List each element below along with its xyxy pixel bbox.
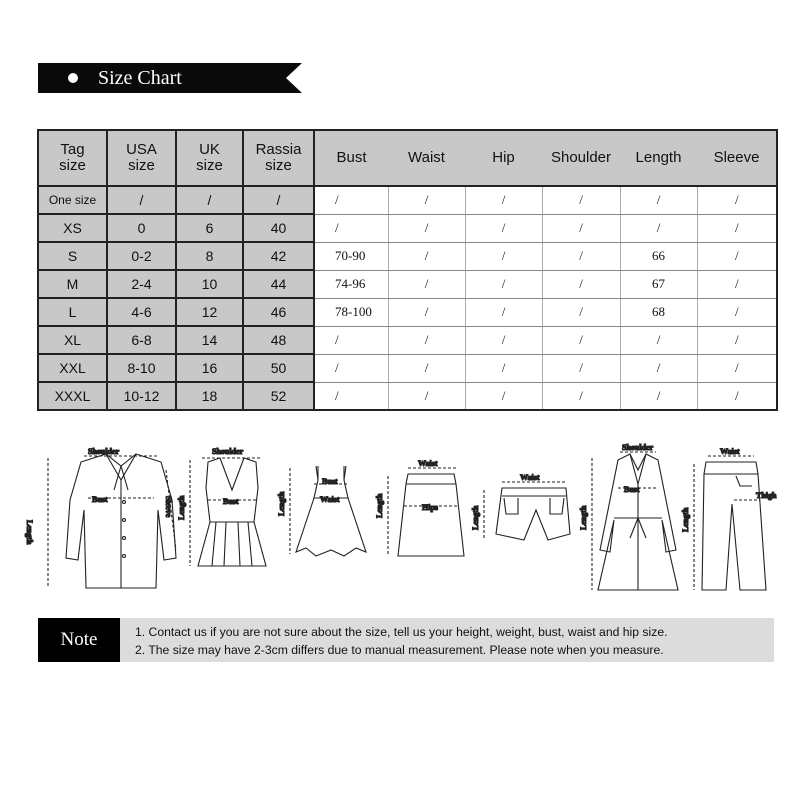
table-cell: / [697, 326, 777, 354]
skirt-waist-label: Waist [418, 459, 438, 468]
col-header-rassia-size: Rassia size [243, 130, 314, 186]
table-row [38, 326, 777, 354]
table-cell: / [620, 186, 697, 214]
table-cell: / [620, 214, 697, 242]
table-cell: / [314, 382, 388, 410]
table-cell: / [388, 326, 465, 354]
table-cell: / [465, 270, 542, 298]
coat-shoulder-label: Shoulder [622, 443, 654, 452]
note-line-2: 2. The size may have 2-3cm differs due to manual measurement. Please note when you measure. [135, 643, 664, 657]
table-cell: / [542, 354, 620, 382]
table-cell: / [465, 298, 542, 326]
table-cell: M [38, 270, 107, 298]
table-cell: 44 [243, 270, 314, 298]
table-cell: / [388, 270, 465, 298]
tank-bust-label: Bust [223, 497, 239, 506]
coat-bust-label: Bust [624, 485, 640, 494]
table-cell: / [107, 186, 176, 214]
table-cell: / [388, 298, 465, 326]
table-cell: / [697, 242, 777, 270]
table-cell: / [465, 382, 542, 410]
pants-diagram [681, 447, 777, 590]
table-cell: 50 [243, 354, 314, 382]
note-label: Note [38, 618, 120, 662]
table-cell: / [388, 214, 465, 242]
table-cell: L [38, 298, 107, 326]
table-row [38, 186, 777, 214]
table-header-row [38, 130, 777, 186]
col-header-tag-size: Tag size [38, 130, 107, 186]
table-cell: / [388, 242, 465, 270]
table-row [38, 382, 777, 410]
table-cell: / [620, 382, 697, 410]
table-cell: / [314, 326, 388, 354]
dress-length-label: Length [277, 491, 286, 516]
table-cell: One size [38, 186, 107, 214]
table-cell: / [314, 214, 388, 242]
table-cell: 16 [176, 354, 243, 382]
table-cell: / [465, 242, 542, 270]
dress-waist-label: Waist [320, 495, 340, 504]
table-cell: / [697, 270, 777, 298]
table-cell: XL [38, 326, 107, 354]
col-header-sleeve: Sleeve [697, 130, 777, 186]
table-cell: 12 [176, 298, 243, 326]
table-cell: / [388, 354, 465, 382]
table-cell: / [465, 214, 542, 242]
table-cell: / [542, 186, 620, 214]
shorts-diagram [471, 473, 570, 540]
table-cell: 78-100 [314, 298, 388, 326]
table-cell: 68 [620, 298, 697, 326]
table-cell: / [542, 326, 620, 354]
table-cell: 6 [176, 214, 243, 242]
table-cell: / [542, 214, 620, 242]
table-cell: / [697, 186, 777, 214]
dress-diagram [277, 466, 366, 556]
skirt-hips-label: Hips [422, 503, 439, 512]
col-header-waist: Waist [388, 130, 465, 186]
table-row [38, 270, 777, 298]
col-header-shoulder: Shoulder [542, 130, 620, 186]
shirt-bust-label: Bust [92, 495, 108, 504]
table-cell: / [542, 242, 620, 270]
table-cell: 10 [176, 270, 243, 298]
table-cell: S [38, 242, 107, 270]
table-cell: / [697, 214, 777, 242]
col-header-bust: Bust [314, 130, 388, 186]
coat-length-label: Length [579, 505, 588, 530]
table-cell: 66 [620, 242, 697, 270]
tank-top-diagram [177, 447, 266, 566]
table-cell: 70-90 [314, 242, 388, 270]
table-cell: 42 [243, 242, 314, 270]
table-cell: 74-96 [314, 270, 388, 298]
pants-thigh-label: Thigh [756, 491, 777, 500]
table-cell: 4-6 [107, 298, 176, 326]
table-cell: / [465, 186, 542, 214]
col-header-uk-size: UK size [176, 130, 243, 186]
table-cell: XXXL [38, 382, 107, 410]
table-cell: / [465, 326, 542, 354]
table-cell: 14 [176, 326, 243, 354]
table-cell: / [542, 298, 620, 326]
col-header-hip: Hip [465, 130, 542, 186]
bullet-icon [68, 73, 78, 83]
table-cell: / [176, 186, 243, 214]
table-cell: XXL [38, 354, 107, 382]
note-line-1: 1. Contact us if you are not sure about the size, tell us your height, weight, bust, waist and hip size. [135, 625, 668, 639]
table-cell: 67 [620, 270, 697, 298]
table-cell: XS [38, 214, 107, 242]
table-cell: 2-4 [107, 270, 176, 298]
coat-diagram [579, 443, 678, 590]
col-header-length: Length [620, 130, 697, 186]
table-row [38, 242, 777, 270]
table-cell: / [620, 354, 697, 382]
table-cell: 8 [176, 242, 243, 270]
table-cell: / [314, 354, 388, 382]
dress-bust-label: Bust [322, 477, 338, 486]
table-cell: / [314, 186, 388, 214]
note-text [135, 623, 667, 659]
table-cell: / [388, 382, 465, 410]
table-cell: 8-10 [107, 354, 176, 382]
table-cell: 46 [243, 298, 314, 326]
shirt-diagram [25, 447, 176, 588]
table-cell: / [542, 382, 620, 410]
tank-length-label: Length [177, 495, 186, 520]
skirt-length-label: Length [375, 493, 384, 518]
table-cell: / [697, 354, 777, 382]
table-cell: 6-8 [107, 326, 176, 354]
table-cell: 52 [243, 382, 314, 410]
page-title: Size Chart [98, 67, 182, 89]
table-cell: / [465, 354, 542, 382]
table-cell: 18 [176, 382, 243, 410]
table-cell: / [620, 326, 697, 354]
size-table [37, 129, 778, 411]
shirt-sleeve-label: Sleeve [164, 496, 173, 518]
table-cell: / [243, 186, 314, 214]
table-cell: 48 [243, 326, 314, 354]
shirt-shoulder-label: Shoulder [88, 447, 120, 456]
garment-diagrams [26, 440, 786, 605]
table-cell: 0-2 [107, 242, 176, 270]
shorts-waist-label: Waist [520, 473, 540, 482]
note-bar [38, 618, 774, 662]
table-cell: 10-12 [107, 382, 176, 410]
table-cell: / [388, 186, 465, 214]
table-cell: 40 [243, 214, 314, 242]
table-cell: / [697, 382, 777, 410]
size-chart-header [38, 63, 302, 93]
pants-waist-label: Waist [720, 447, 740, 456]
skirt-diagram [375, 459, 464, 556]
pants-length-label: Length [681, 507, 690, 532]
table-row [38, 298, 777, 326]
table-cell: 0 [107, 214, 176, 242]
table-cell: / [542, 270, 620, 298]
col-header-usa-size: USA size [107, 130, 176, 186]
table-row [38, 214, 777, 242]
tank-shoulder-label: Shoulder [212, 447, 244, 456]
table-row [38, 354, 777, 382]
shirt-length-label: Length [25, 520, 34, 545]
table-cell: / [697, 298, 777, 326]
shorts-length-label: Length [471, 505, 480, 530]
